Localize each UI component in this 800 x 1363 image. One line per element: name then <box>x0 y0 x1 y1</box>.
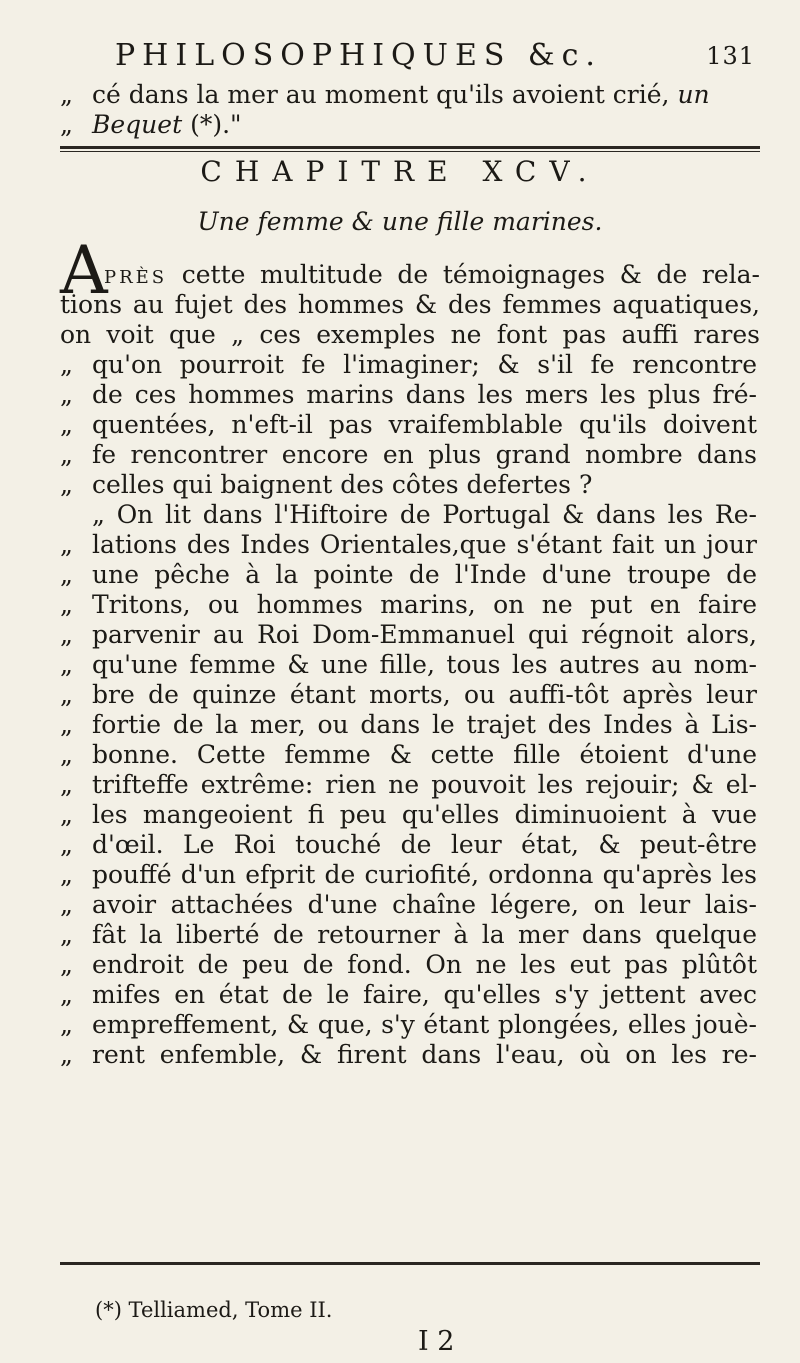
quote-mark: „ <box>60 920 73 949</box>
line-text: „ On lit dans l'Hiftoire de Portugal & dans les Re- <box>92 500 757 529</box>
body-line <box>60 590 760 620</box>
body-line <box>60 1010 760 1040</box>
quote-mark: „ <box>60 710 73 739</box>
line-text: qu'une femme & une fille, tous les autres au nom- <box>92 650 757 679</box>
body-line <box>60 350 760 380</box>
line-text: cé dans la mer au moment qu'ils avoient crié, <box>92 80 670 109</box>
chapter-rule-top <box>60 146 760 149</box>
page-number: 131 <box>706 42 755 70</box>
drop-cap: A <box>60 232 108 309</box>
quote-mark: „ <box>60 110 73 139</box>
line-text: pouffé d'un efprit de curiofité, ordonna qu'après les <box>92 860 757 889</box>
body-line <box>60 320 760 350</box>
body-line <box>60 380 760 410</box>
body-line <box>60 500 760 530</box>
quote-mark: „ <box>60 680 73 709</box>
quote-mark: „ <box>60 860 73 889</box>
quote-mark: „ <box>60 830 73 859</box>
quote-mark: „ <box>60 380 73 409</box>
body-line <box>60 830 760 860</box>
chapter-heading: CHAPITRE XCV. <box>200 155 600 188</box>
line-text: les mangeoient fi peu qu'elles diminuoient à vue <box>92 800 757 829</box>
quote-mark: „ <box>60 740 73 769</box>
line-text: fât la liberté de retourner à la mer dans quelque <box>92 920 757 949</box>
quote-mark: „ <box>60 650 73 679</box>
line-text: quentées, n'eft-il pas vraifemblable qu'ils doivent <box>92 410 757 439</box>
footnote: (*) Telliamed, Tome II. <box>95 1298 333 1322</box>
line-text: fe rencontrer encore en plus grand nombre dans <box>92 440 757 469</box>
chapter-rule-thin <box>60 151 760 152</box>
italic-word: Bequet <box>92 110 183 139</box>
first-line-text <box>104 260 760 290</box>
line-text: (*)." <box>182 110 242 139</box>
signature-mark: I 2 <box>418 1326 455 1357</box>
line-text: lations des Indes Orientales,que s'étant fait un jour <box>92 530 757 559</box>
body-line <box>60 740 760 770</box>
quote-mark: „ <box>60 770 73 799</box>
footnote-rule <box>60 1262 760 1265</box>
line-text: fortie de la mer, ou dans le trajet des Indes à Lis- <box>92 710 757 739</box>
line-text: mifes en état de le faire, qu'elles s'y jettent avec <box>92 980 757 1009</box>
quote-mark: „ <box>60 890 73 919</box>
body-line <box>60 710 760 740</box>
line-text: on voit que „ ces exemples ne font pas auffi rares <box>60 320 760 349</box>
line-text: de ces hommes marins dans les mers les plus fré- <box>92 380 757 409</box>
quote-mark: „ <box>60 950 73 979</box>
quote-mark: „ <box>60 350 73 379</box>
quote-mark: „ <box>60 1010 73 1039</box>
chapter-subtitle: Une femme & une fille marines. <box>197 207 603 236</box>
first-line-rest: cette multitude de témoignages & de rela- <box>181 260 760 289</box>
body-line <box>60 800 760 830</box>
quote-mark: „ <box>60 530 73 559</box>
line-text: endroit de peu de fond. On ne les eut pas plûtôt <box>92 950 757 979</box>
body-line <box>60 620 760 650</box>
line-text: parvenir au Roi Dom-Emmanuel qui régnoit alors, <box>92 620 757 649</box>
body-line <box>60 290 760 320</box>
body-line <box>60 440 760 470</box>
body-line-first <box>104 260 760 290</box>
line-text: avoir attachées d'une chaîne légere, on leur lais- <box>92 890 757 919</box>
line-text: d'œil. Le Roi touché de leur état, & peut-être <box>92 830 757 859</box>
body-line <box>60 860 760 890</box>
line-text: bre de quinze étant morts, ou auffi-tôt après leur <box>92 680 757 709</box>
body-line <box>60 650 760 680</box>
quote-mark: „ <box>60 470 73 499</box>
top-line-2 <box>60 110 760 140</box>
line-text: tions au fujet des hommes & des femmes aquatiques, <box>60 290 760 319</box>
first-word: près <box>104 260 168 289</box>
body-line <box>60 410 760 440</box>
running-title: PHILOSOPHIQUES &c. <box>115 38 602 73</box>
quote-mark: „ <box>60 800 73 829</box>
line-text: rent enfemble, & firent dans l'eau, où on les re- <box>92 1040 757 1069</box>
quote-mark: „ <box>60 440 73 469</box>
line-text: empreffement, & que, s'y étant plongées, elles jouè- <box>92 1010 757 1039</box>
italic-word: un <box>677 80 710 109</box>
body-line <box>60 770 760 800</box>
quote-mark: „ <box>60 560 73 589</box>
line-text: qu'on pourroit fe l'imaginer; & s'il fe rencontre <box>92 350 757 379</box>
quote-mark: „ <box>60 620 73 649</box>
quote-mark: „ <box>60 410 73 439</box>
body-line <box>60 980 760 1010</box>
line-text: trifteffe extrême: rien ne pouvoit les rejouir; & el- <box>92 770 757 799</box>
body-line <box>60 680 760 710</box>
line-text: une pêche à la pointe de l'Inde d'une troupe de <box>92 560 757 589</box>
body-line <box>60 1040 760 1070</box>
running-header <box>115 38 755 78</box>
quote-mark: „ <box>60 590 73 619</box>
line-text: celles qui baignent des côtes defertes ? <box>92 470 593 499</box>
body-line <box>60 530 760 560</box>
body-line <box>60 470 760 500</box>
body-line <box>60 890 760 920</box>
line-text: bonne. Cette femme & cette fille étoient d'une <box>92 740 757 769</box>
line-text: Tritons, ou hommes marins, on ne put en faire <box>92 590 757 619</box>
top-line-1 <box>60 80 760 110</box>
quote-mark: „ <box>60 80 73 109</box>
body-line <box>60 560 760 590</box>
quote-mark: „ <box>60 980 73 1009</box>
body-line <box>60 920 760 950</box>
quote-mark: „ <box>60 1040 73 1069</box>
body-line <box>60 950 760 980</box>
